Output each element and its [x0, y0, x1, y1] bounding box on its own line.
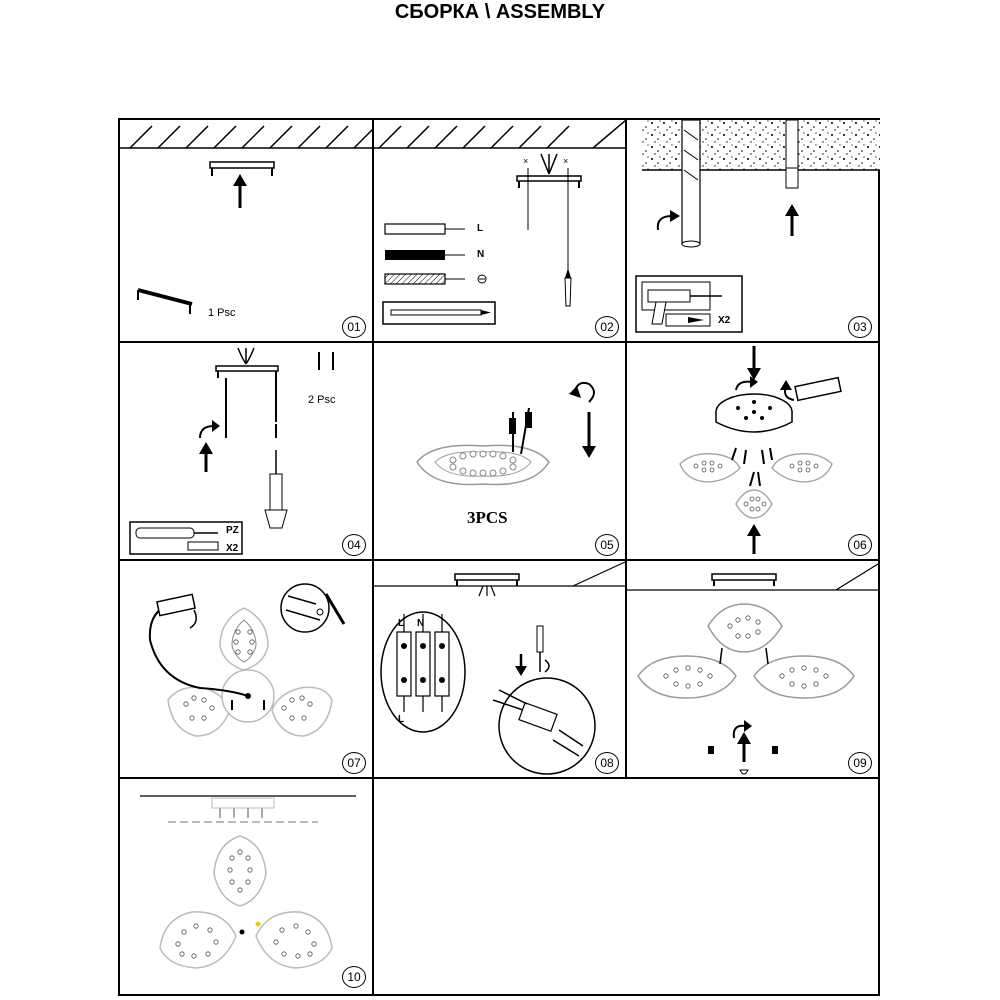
- svg-text:×: ×: [563, 156, 569, 166]
- step-number: 06: [848, 534, 872, 556]
- step-number: 04: [342, 534, 366, 556]
- svg-text:×: ×: [523, 156, 529, 166]
- page-title: СБОРКА \ ASSEMBLY: [394, 1, 606, 23]
- connector-wiring-illustration: [120, 560, 373, 778]
- step-number: 03: [848, 316, 872, 338]
- panel-step-10: [120, 778, 373, 994]
- step-number: 07: [342, 752, 366, 774]
- terminal-label-live-lower: L: [398, 714, 405, 725]
- step-number: 08: [595, 752, 619, 774]
- panel-step-02: [373, 120, 626, 342]
- step-number: 05: [595, 534, 619, 556]
- wire-label-neutral: N: [477, 249, 485, 260]
- panel-step-05: [373, 342, 626, 560]
- terminal-block-illustration: [373, 560, 626, 778]
- assembly-steps-grid: [118, 118, 880, 996]
- completed-fixture-illustration: [120, 778, 373, 994]
- step-number: 09: [848, 752, 872, 774]
- step-number: 02: [595, 316, 619, 338]
- panel-step-04: [120, 342, 373, 560]
- mounting-bracket-illustration: [120, 342, 373, 560]
- quantity-label: 1 Psc: [208, 307, 236, 319]
- drilling-illustration: [626, 120, 880, 342]
- base-plate-illustration: [626, 342, 880, 560]
- panel-step-06: [626, 342, 880, 560]
- terminal-label-neutral: N: [417, 618, 425, 629]
- screw-count-label: X2: [226, 543, 239, 554]
- module-quantity-label: 3PCS: [467, 508, 508, 527]
- panel-step-01: [120, 120, 373, 342]
- ceiling-bracket-illustration: [120, 120, 373, 342]
- anchor-quantity-label: X2: [718, 315, 731, 326]
- wiring-prep-illustration: [373, 120, 626, 342]
- panel-step-07: [120, 560, 373, 778]
- panel-step-09: [626, 560, 880, 778]
- step-number: 10: [342, 966, 366, 988]
- fixture-mounting-illustration: [626, 560, 880, 778]
- terminal-label-live: L: [398, 618, 405, 629]
- driver-type-label: PZ: [226, 525, 239, 536]
- wire-label-live: L: [477, 223, 484, 234]
- step-number: 01: [342, 316, 366, 338]
- panel-step-03: [626, 120, 880, 342]
- screw-quantity-label: 2 Psc: [308, 394, 336, 406]
- panel-step-08: [373, 560, 626, 778]
- empty-area: [373, 778, 880, 994]
